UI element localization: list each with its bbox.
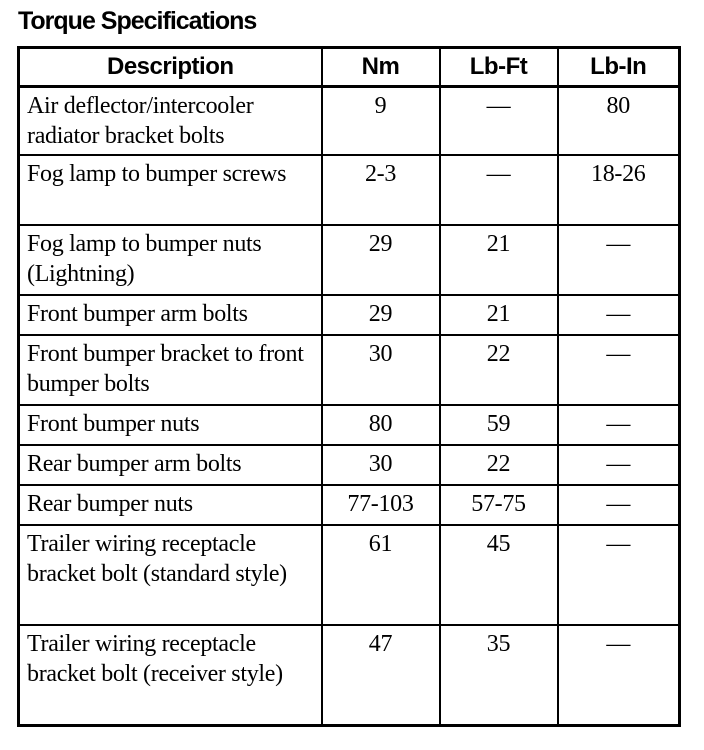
column-header-nm: Nm xyxy=(322,48,440,87)
column-header-lbin: Lb-In xyxy=(558,48,680,87)
page-title: Torque Specifications xyxy=(18,7,257,35)
cell-lbin: 18-26 xyxy=(558,155,680,225)
header-row xyxy=(19,48,680,87)
cell-description: Rear bumper arm bolts xyxy=(19,445,322,485)
cell-lbft: — xyxy=(440,155,558,225)
cell-description: Fog lamp to bumper nuts (Lightning) xyxy=(19,225,322,295)
cell-lbin: — xyxy=(558,445,680,485)
table-row xyxy=(19,87,680,156)
table-row xyxy=(19,155,680,225)
cell-lbin: — xyxy=(558,485,680,525)
cell-lbin: — xyxy=(558,225,680,295)
cell-nm: 29 xyxy=(322,295,440,335)
torque-spec-table xyxy=(17,46,681,727)
cell-description: Rear bumper nuts xyxy=(19,485,322,525)
cell-lbin: — xyxy=(558,525,680,625)
cell-nm: 30 xyxy=(322,335,440,405)
cell-lbft: 21 xyxy=(440,295,558,335)
cell-description: Fog lamp to bumper screws xyxy=(19,155,322,225)
cell-nm: 2-3 xyxy=(322,155,440,225)
cell-nm: 9 xyxy=(322,87,440,156)
cell-lbin: 80 xyxy=(558,87,680,156)
cell-nm: 47 xyxy=(322,625,440,725)
cell-lbin: — xyxy=(558,335,680,405)
table-row xyxy=(19,295,680,335)
cell-description: Front bumper nuts xyxy=(19,405,322,445)
cell-lbft: 35 xyxy=(440,625,558,725)
cell-lbin: — xyxy=(558,625,680,725)
table-row xyxy=(19,225,680,295)
cell-nm: 29 xyxy=(322,225,440,295)
table-row xyxy=(19,625,680,725)
cell-lbft: 57-75 xyxy=(440,485,558,525)
cell-description: Trailer wiring receptacle bracket bolt (receiver style) xyxy=(19,625,322,725)
cell-nm: 30 xyxy=(322,445,440,485)
table-row xyxy=(19,335,680,405)
cell-lbin: — xyxy=(558,405,680,445)
cell-nm: 77-103 xyxy=(322,485,440,525)
cell-lbft: 22 xyxy=(440,445,558,485)
table-row xyxy=(19,485,680,525)
cell-lbin: — xyxy=(558,295,680,335)
table-row xyxy=(19,405,680,445)
cell-lbft: 22 xyxy=(440,335,558,405)
cell-description: Front bumper arm bolts xyxy=(19,295,322,335)
cell-description: Front bumper bracket to front bumper bolts xyxy=(19,335,322,405)
cell-lbft: 59 xyxy=(440,405,558,445)
column-header-description: Description xyxy=(19,48,322,87)
cell-description: Trailer wiring receptacle bracket bolt (standard style) xyxy=(19,525,322,625)
cell-description: Air deflector/intercooler radiator bracket bolts xyxy=(19,87,322,156)
table-row xyxy=(19,445,680,485)
column-header-lbft: Lb-Ft xyxy=(440,48,558,87)
cell-lbft: — xyxy=(440,87,558,156)
cell-lbft: 45 xyxy=(440,525,558,625)
cell-nm: 80 xyxy=(322,405,440,445)
cell-lbft: 21 xyxy=(440,225,558,295)
table-row xyxy=(19,525,680,625)
cell-nm: 61 xyxy=(322,525,440,625)
